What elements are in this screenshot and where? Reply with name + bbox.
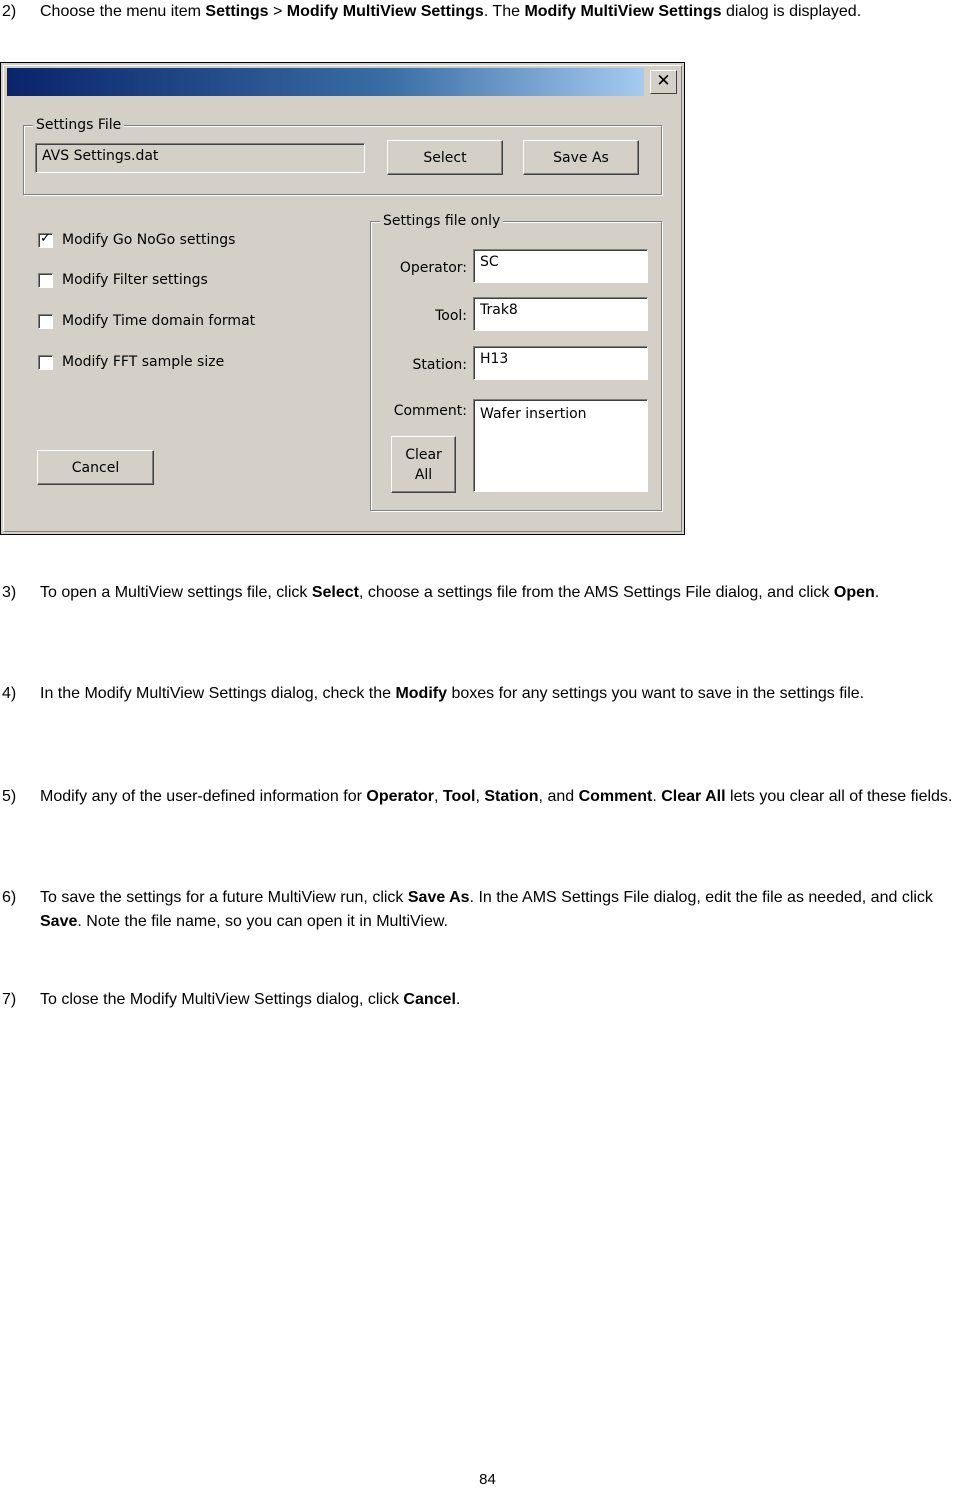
settings-file-field[interactable]: AVS Settings.dat [35, 143, 365, 173]
checkbox-box[interactable] [38, 355, 53, 370]
step-number: 2) [2, 3, 17, 20]
settings-file-only-legend: Settings file only [380, 212, 503, 230]
bold-term: Modify MultiView Settings [286, 3, 484, 20]
comment-label: Comment: [393, 403, 467, 419]
step-number: 6) [2, 889, 17, 906]
check-icon: ✓ [40, 230, 51, 246]
step-text [40, 0, 975, 24]
checkbox-box[interactable] [38, 230, 53, 248]
text: . The [483, 3, 525, 20]
text: > [268, 3, 287, 20]
checkbox-box[interactable] [38, 314, 53, 329]
bold-term: Open [833, 584, 875, 601]
checkbox-label: Modify Time domain format [62, 313, 256, 329]
page-number: 84 [479, 1471, 496, 1488]
bold-term: Clear All [661, 788, 726, 805]
select-button[interactable]: Select [387, 140, 503, 175]
cancel-button[interactable]: Cancel [37, 450, 154, 485]
text: To close the Modify MultiView Settings dialog, click [40, 991, 404, 1008]
clear-all-label-line-2: All [414, 466, 433, 483]
checkbox-box[interactable] [38, 273, 53, 288]
text: In the Modify MultiView Settings dialog, check the [40, 685, 396, 702]
settings-file-legend: Settings File [33, 116, 124, 134]
tool-field[interactable]: Trak8 [473, 297, 648, 331]
tool-label: Tool: [435, 308, 467, 324]
bold-term: Save [40, 913, 78, 930]
step-number: 7) [2, 991, 17, 1008]
text: , [433, 788, 443, 805]
text: , and [538, 788, 579, 805]
text: To open a MultiView settings file, click [40, 584, 312, 601]
modify-multiview-settings-dialog [0, 62, 685, 535]
bold-term: Station [484, 788, 539, 805]
step-text [40, 581, 975, 605]
text: lets you clear all of these fields. [725, 788, 953, 805]
text: , [475, 788, 485, 805]
bold-term: Save As [407, 889, 470, 906]
step-number: 3) [2, 584, 17, 601]
bold-term: Settings [205, 3, 269, 20]
save-as-button[interactable]: Save As [523, 140, 639, 175]
station-field[interactable]: H13 [473, 346, 648, 380]
text: dialog is displayed. [721, 3, 862, 20]
text: . [455, 991, 461, 1008]
checkbox-label: Modify Go NoGo settings [62, 232, 236, 248]
checkbox-filter[interactable] [38, 270, 208, 290]
text: . [874, 584, 880, 601]
checkbox-label: Modify Filter settings [62, 272, 208, 288]
bold-term: Comment [578, 788, 653, 805]
bold-term: Modify [395, 685, 447, 702]
bold-term: Select [311, 584, 359, 601]
text: boxes for any settings you want to save in the settings file. [447, 685, 865, 702]
bold-term: Operator [366, 788, 434, 805]
checkbox-fft[interactable] [38, 352, 224, 372]
text: Modify any of the user-defined information for [40, 788, 367, 805]
checkbox-label: Modify FFT sample size [62, 354, 225, 370]
bold-term: Tool [442, 788, 476, 805]
dialog-title-bar [7, 68, 644, 96]
text: . [652, 788, 662, 805]
step-text [40, 886, 975, 934]
bold-term: Modify MultiView Settings [524, 3, 722, 20]
operator-label: Operator: [399, 260, 467, 276]
bold-term: Cancel [403, 991, 456, 1008]
text: Choose the menu item [40, 3, 206, 20]
checkbox-time-domain[interactable] [38, 311, 255, 331]
comment-field[interactable]: Wafer insertion [473, 399, 648, 492]
checkbox-go-nogo[interactable] [38, 230, 235, 250]
step-text [40, 682, 975, 706]
clear-all-button[interactable] [391, 436, 456, 493]
text: To save the settings for a future MultiView run, click [40, 889, 408, 906]
step-text [40, 988, 975, 1012]
station-label: Station: [412, 357, 467, 373]
text: . Note the file name, so you can open it in MultiView. [77, 913, 448, 930]
close-icon[interactable]: ✕ [650, 70, 677, 94]
operator-field[interactable]: SC [473, 249, 648, 283]
text: , choose a settings file from the AMS Settings File dialog, and click [358, 584, 834, 601]
step-text [40, 785, 975, 809]
step-number: 5) [2, 788, 17, 805]
text: . In the AMS Settings File dialog, edit the file as needed, and click [469, 889, 933, 906]
clear-all-label-line-1: Clear [405, 446, 442, 463]
step-number: 4) [2, 685, 17, 702]
